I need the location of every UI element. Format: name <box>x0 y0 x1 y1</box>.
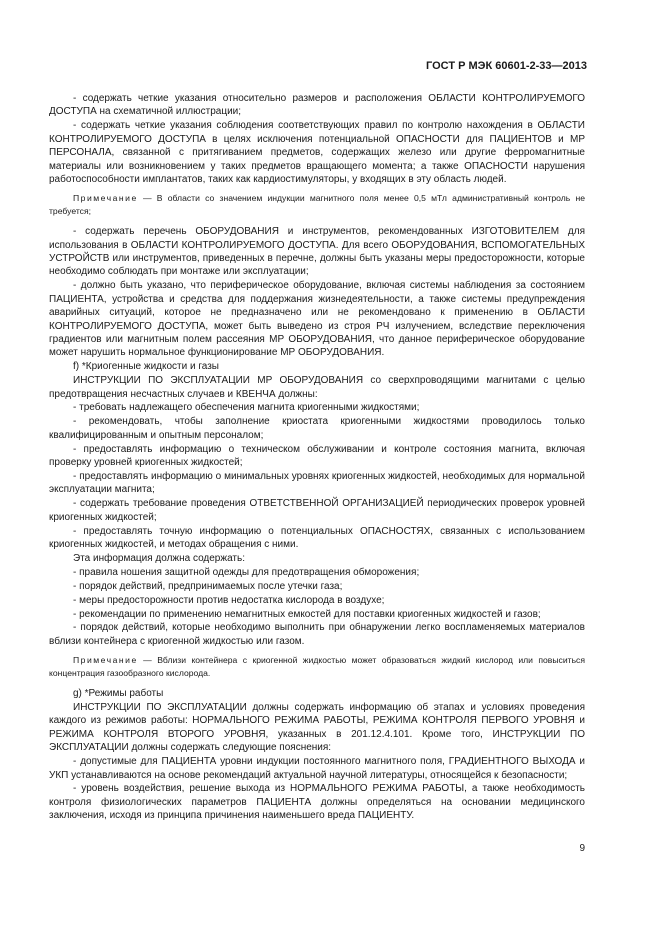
list-item: - правила ношения защитной одежды для предотвращения обморожения; <box>73 566 420 578</box>
paragraph: - содержать перечень ОБОРУДОВАНИЯ и инструментов, рекомендованных ИЗГОТОВИТЕЛЕМ для использования в ОБЛАСТИ КОНТРОЛИРУЕМОГО ДОСТУПА. Для всего ОБОРУДОВАНИЯ, ВСПОМОГАТЕЛЬНЫХ УСТРОЙСТВ или инструментов, приведенных в перечне, должны быть указаны меры предосторожности, которые необходимо соблюдать при монтаже или эксплуатации; <box>49 226 585 278</box>
note-label: Примечание <box>73 193 138 204</box>
list-item: - предоставлять информацию о техническом обслуживании и контроле состояния магнита, включая проверку уровней криогенных жидкостей; <box>49 443 585 469</box>
list-item: - порядок действий, которые необходимо выполнить при обнаружении легко воспламеняемых материалов вблизи контейнера с криогенной жидкостью или газом. <box>49 622 585 647</box>
paragraph: ИНСТРУКЦИИ ПО ЭКСПЛУАТАЦИИ должны содержать информацию об этапах и условиях проведения каждого из режимов работы: НОРМАЛЬНОГО РЕЖИМА РАБОТЫ, РЕЖИМА КОНТРОЛЯ ПЕРВОГО УРОВНЯ и РЕЖИМА КОНТРОЛЯ ВТОРОГО УРОВНЯ, указанных в 201.12.4.101. Кроме того, ИНСТРУКЦИИ ПО ЭКСПЛУАТАЦИИ должны содержать следующие пояснения: <box>49 701 585 754</box>
paragraph: - содержать четкие указания соблюдения соответствующих правил по контролю нахождения в ОБЛАСТИ КОНТРОЛИРУЕМОГО ДОСТУПА в целях исключения потенциальной ОПАСНОСТИ для ПАЦИЕНТОВ и МР ПЕРСОНАЛА, связанной с притягиванием предметов, содержащих железо или другие ферромагнитные материалы или возникновением у таких предметов вращающего момента; а также ОПАСНОСТИ нарушения работоспособности имплантатов, таких как кардиостимуляторы, у входящих в эту область людей. <box>49 120 585 185</box>
page-number: 9 <box>579 843 585 854</box>
section-heading: f) *Криогенные жидкости и газы <box>73 361 219 373</box>
section-heading: g) *Режимы работы <box>73 688 164 700</box>
note-text: — В области со значением индукции магнитного поля менее 0,5 мТл административный контроль не требуется; <box>49 193 585 216</box>
list-item: - требовать надлежащего обеспечения магнита криогенными жидкостями; <box>73 402 420 414</box>
list-item: - содержать требование проведения ОТВЕТСТВЕННОЙ ОРГАНИЗАЦИЕЙ периодических проверок уровней криогенных жидкостей; <box>49 498 585 523</box>
note <box>49 654 585 679</box>
paragraph: ИНСТРУКЦИИ ПО ЭКСПЛУАТАЦИИ МР ОБОРУДОВАНИЯ со сверхпроводящими магнитами с целью предотвращения несчастных случаев и КВЕНЧА должны: <box>49 375 585 400</box>
standard-header: ГОСТ Р МЭК 60601-2-33—2013 <box>426 60 587 72</box>
paragraph: Эта информация должна содержать: <box>73 552 245 564</box>
note-label: Примечание <box>73 655 138 666</box>
document-body <box>49 92 585 823</box>
note-text: — Вблизи контейнера с криогенной жидкостью может образоваться жидкий кислород или повыситься концентрация газообразного кислорода. <box>49 655 585 678</box>
list-item: - рекомендации по применению немагнитных емкостей для поставки криогенных жидкостей и газов; <box>73 608 541 620</box>
list-item: - рекомендовать, чтобы заполнение криостата криогенными жидкостями проводилось только квалифицированным и опытным персоналом; <box>49 416 585 441</box>
list-item: - порядок действий, предпринимаемых после утечки газа; <box>73 580 343 592</box>
list-item: - предоставлять информацию о минимальных уровнях криогенных жидкостей, необходимых для нормальной эксплуатации магнита; <box>49 470 585 496</box>
paragraph: - должно быть указано, что периферическое оборудование, включая системы наблюдения за состоянием ПАЦИЕНТА, устройства и средства для поддержания жизнедеятельности, а также системы предупреждения аварийных ситуаций, которое не предназначено или не рекомендовано к применению в ОБЛАСТИ КОНТРОЛИРУЕМОГО ДОСТУПА, может быть выведено из строя РЧ излучением, вследствие переключения градиентов или магнитным полем рассеяния МР ОБОРУДОВАНИЯ, что данное периферическое оборудование может нарушить нормальное функционирование МР ОБОРУДОВАНИЯ. <box>49 280 585 359</box>
list-item: - меры предосторожности против недостатка кислорода в воздухе; <box>73 594 385 606</box>
list-item: - предоставлять точную информацию о потенциальных ОПАСНОСТЯХ, связанных с использованием криогенных жидкостей, и методах обращения с ними. <box>49 525 585 550</box>
paragraph: - содержать четкие указания относительно размеров и расположения ОБЛАСТИ КОНТРОЛИРУЕМОГО ДОСТУПА на схематичной иллюстрации; <box>49 93 585 118</box>
list-item: - уровень воздействия, решение выхода из НОРМАЛЬНОГО РЕЖИМА РАБОТЫ, а также необходимость контроля физиологических параметров ПАЦИЕНТА должны определяться на основании медицинского заключения, исходя из принципа причинения наименьшего вреда ПАЦИЕНТУ. <box>49 783 585 822</box>
note <box>49 192 585 217</box>
list-item: - допустимые для ПАЦИЕНТА уровни индукции постоянного магнитного поля, ГРАДИЕНТНОГО ВЫХОДА и УКП устанавливаются на основе рекомендаций актуальной научной литературы, относящейся к безопасности; <box>49 756 585 781</box>
